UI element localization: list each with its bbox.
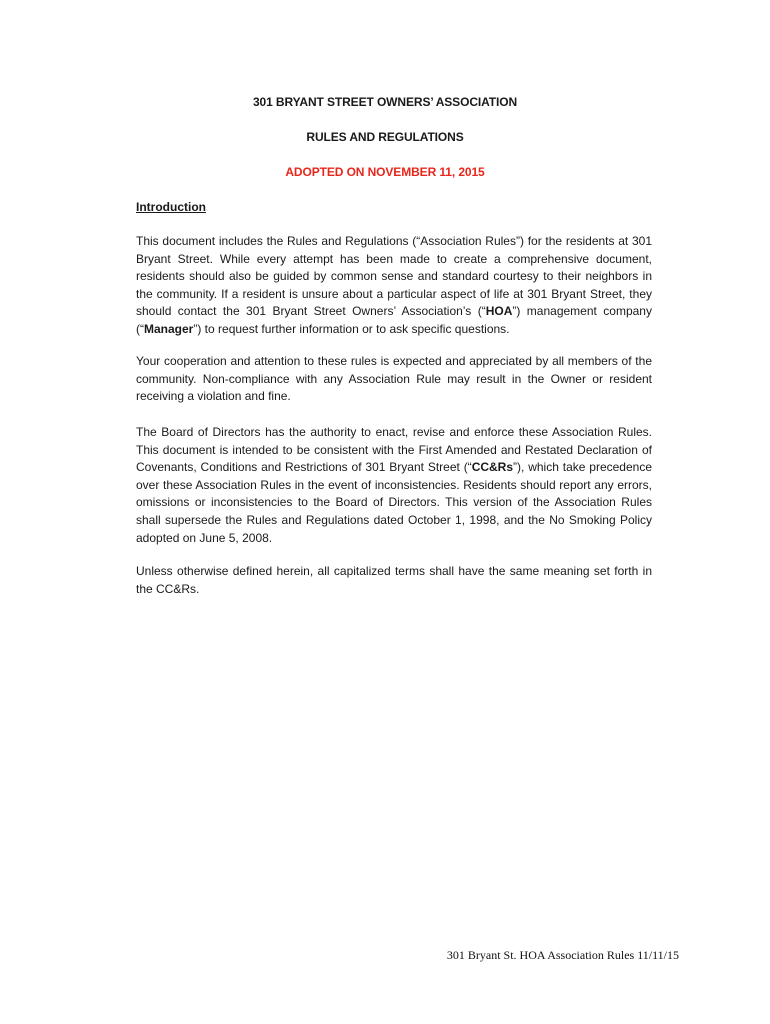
term-ccrs: CC&Rs xyxy=(471,460,514,475)
paragraph-1-text-b: ”) management company (“ xyxy=(136,304,652,336)
paragraph-3 xyxy=(136,424,652,547)
paragraph-3-text-b: ”), which take precedence over these Association Rules in the event of inconsistencies. Residents should report any errors, omissions or inconsistencies to the Board of Directors. This version of the Association Rules shall supersede the Rules and Regulations dated October 1, 1998, and the No Smoking Policy adopted on June 5, 2008. xyxy=(136,460,653,545)
paragraph-3-text-a: The Board of Directors has the authority to enact, revise and enforce these Association Rules. This document is intended to be consistent with the First Amended and Restated Declaration of Covenants, Conditions and Restrictions of 301 Bryant Street (“ xyxy=(136,425,652,475)
paragraph-1-text-a: This document includes the Rules and Regulations (“Association Rules”) for the residents at 301 Bryant Street. While every attempt has been made to create a comprehensive document, residents should also be guided by common sense and standard courtesy to their neighbors in the community. If a resident is unsure about a particular aspect of life at 301 Bryant Street, they should contact the 301 Bryant Street Owners’ Association’s (“ xyxy=(136,234,652,319)
document-subtitle: RULES AND REGULATIONS xyxy=(306,130,464,144)
term-manager: Manager xyxy=(144,321,194,336)
page-footer: 301 Bryant St. HOA Association Rules 11/11/15 xyxy=(446,948,679,962)
section-heading-introduction: Introduction xyxy=(136,200,206,214)
paragraph-2: Your cooperation and attention to these rules is expected and appreciated by all members of the community. Non-compliance with any Association Rule may result in the Owner or resident receiving a violation and fine. xyxy=(136,354,652,404)
term-hoa: HOA xyxy=(485,304,513,319)
paragraph-1 xyxy=(136,233,652,339)
paragraph-1-text-c: ”) to request further information or to ask specific questions. xyxy=(193,321,510,336)
adoption-date: ADOPTED ON NOVEMBER 11, 2015 xyxy=(285,165,485,179)
paragraph-4: Unless otherwise defined herein, all capitalized terms shall have the same meaning set forth in the CC&Rs. xyxy=(136,564,652,596)
document-title: 301 BRYANT STREET OWNERS’ ASSOCIATION xyxy=(252,95,518,109)
